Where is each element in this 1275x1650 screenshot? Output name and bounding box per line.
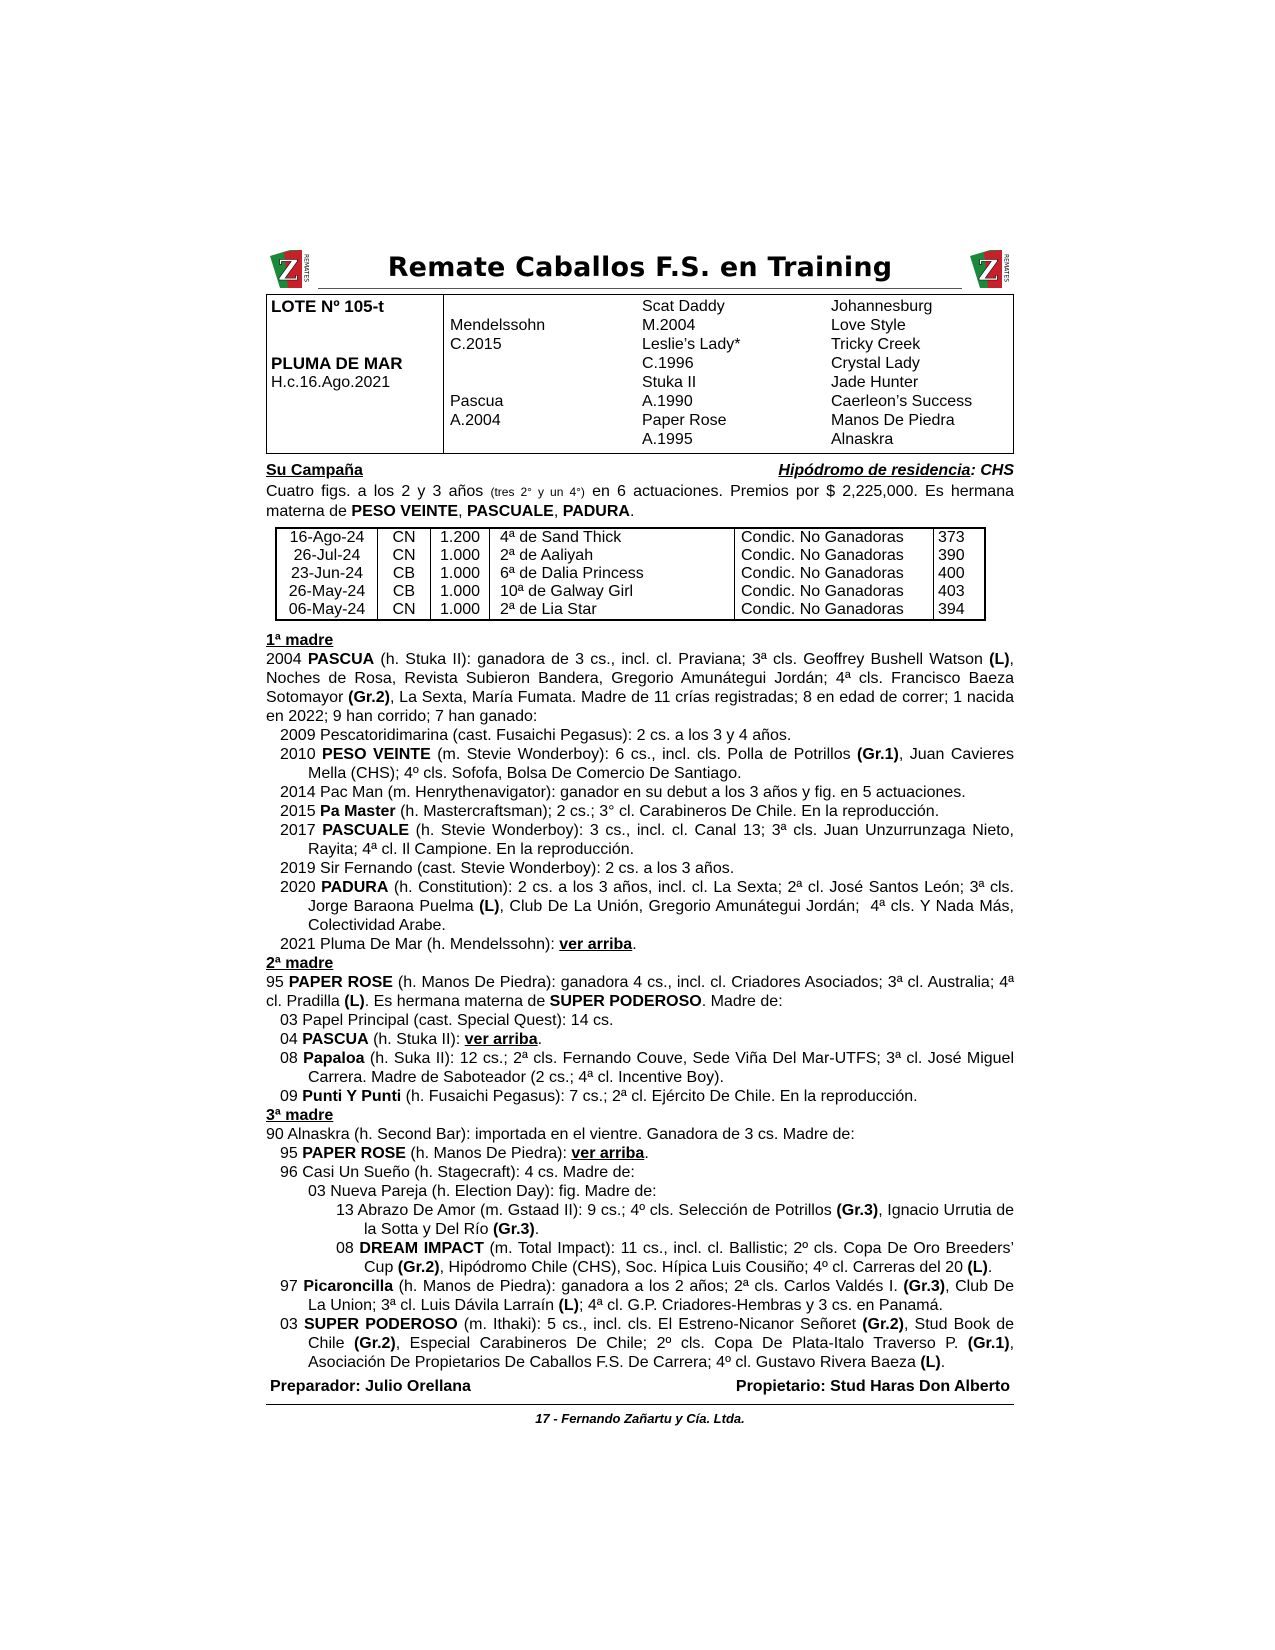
svg-text:REMATES: REMATES	[302, 254, 310, 283]
race-distance: 1.000	[431, 547, 490, 565]
produce-entry: 2020 PADURA (h. Constitution): 2 cs. a los 3 años, incl. cl. La Sexta; 2ª cl. José Santos León; 3ª cls. Jorge Baraona Puelma (L), Club De La Unión, Gregorio Amunátegui Jordán; 4ª cls. Y Nada Más, Colectividad Arabe.	[280, 879, 1014, 934]
sibling-name: PADURA	[562, 503, 630, 520]
campaign-heading-row	[266, 462, 1014, 482]
sire-name: Mendelssohn	[450, 317, 546, 334]
pedigree-parents-column	[450, 297, 545, 430]
race-track: CN	[378, 601, 431, 620]
produce-entry: 2015 Pa Master (h. Mastercraftsman); 2 cs.; 3° cl. Carabineros De Chile. En la reproducción.	[280, 803, 940, 820]
race-number: 403	[934, 583, 986, 601]
race-date: 26-May-24	[276, 583, 378, 601]
race-result: 2ª de Lia Star	[490, 601, 735, 620]
produce-entry: 13 Abrazo De Amor (m. Gstaad II): 9 cs.; 4º cls. Selección de Potrillos (Gr.3), Ignacio Urrutia de la Sotta y Del Río (Gr.3).	[336, 1202, 1014, 1238]
pedigree-entry: A.1990	[642, 393, 693, 410]
sibling-name: PESO VEINTE	[351, 503, 459, 520]
race-distance: 1.000	[431, 565, 490, 583]
horse-name: PLUMA DE MAR	[271, 354, 403, 373]
remates-logo-icon	[966, 246, 1014, 292]
race-track: CN	[378, 547, 431, 565]
race-condition: Condic. No Ganadoras	[735, 601, 934, 620]
produce-entry: 96 Casi Un Sueño (h. Stagecraft): 4 cs. Madre de:	[280, 1164, 635, 1181]
produce-entry: 2014 Pac Man (m. Henrythenavigator): ganador en su debut a los 3 años y fig. en 5 actuaciones.	[280, 784, 966, 801]
pedigree-greatgrandparents-column	[831, 297, 972, 449]
produce-entry: 08 DREAM IMPACT (m. Total Impact): 11 cs., incl. cl. Ballistic; 2º cls. Copa De Oro Breeders’ Cup (Gr.2), Hipódromo Chile (CHS), Soc. Hípica Luis Cousiño; 4º cl. Carreras del 20 (L).	[336, 1240, 1015, 1276]
pedigree-entry: Scat Daddy	[642, 298, 725, 315]
campaign-text: Cuatro figs. a los 2 y 3 años	[266, 483, 491, 500]
table-row	[276, 565, 985, 583]
see-above-link: ver arriba	[571, 1145, 645, 1162]
race-number: 400	[934, 565, 986, 583]
produce-entry: 2010 PESO VEINTE (m. Stevie Wonderboy): 6 cs., incl. cls. Polla de Potrillos (Gr.1), Juan Cavieres Mella (CHS); 4º cls. Sofofa, Bolsa De Comercio De Santiago.	[280, 746, 1015, 782]
pedigree-entry: Caerleon’s Success	[831, 393, 973, 410]
second-dam-text: 95 PAPER ROSE (h. Manos De Piedra): ganadora 4 cs., incl. cl. Criadores Asociados; 3ª cl. Australia; 4ª cl. Pradilla (L). Es hermana materna de SUPER PODEROSO. Madre de:	[266, 974, 1015, 1010]
produce-entry: 09 Punti Y Punti (h. Fusaichi Pegasus): 7 cs.; 2ª cl. Ejército De Chile. En la reproducción.	[280, 1088, 918, 1105]
svg-text:Z: Z	[278, 254, 299, 287]
horse-info: H.c.16.Ago.2021	[271, 374, 391, 391]
pedigree-entry: Crystal Lady	[831, 355, 920, 372]
race-date: 16-Ago-24	[276, 528, 378, 547]
campaign-summary: Cuatro figs. a los 2 y 3 años (tres 2° y un 4°) en 6 actuaciones. Premios por $ 2,225,000. Es hermana materna de PESO VEINTE, PASCUALE, PADURA.	[266, 483, 1014, 520]
second-dam-heading: 2ª madre	[266, 955, 334, 972]
race-track: CN	[378, 528, 431, 547]
residence-value: : CHS	[970, 462, 1014, 479]
pedigree-entry: Manos De Piedra	[831, 412, 955, 429]
race-distance: 1.200	[431, 528, 490, 547]
race-date: 23-Jun-24	[276, 565, 378, 583]
produce-entry: 08 Papaloa (h. Suka II): 12 cs.; 2ª cls. Fernando Couve, Sede Viña Del Mar-UTFS; 3ª cl. José Miguel Carrera. Madre de Saboteador (2 cs.; 4ª cl. Incentive Boy).	[280, 1050, 1014, 1086]
footer-rule	[266, 1404, 1014, 1405]
produce-entry: 2019 Sir Fernando (cast. Stevie Wonderboy): 2 cs. a los 3 años.	[280, 860, 735, 877]
race-condition: Condic. No Ganadoras	[735, 528, 934, 547]
race-date: 06-May-24	[276, 601, 378, 620]
pedigree-entry: A.1995	[642, 431, 693, 448]
catalog-page	[266, 246, 1014, 1426]
race-result: 2ª de Aaliyah	[490, 547, 735, 565]
race-condition: Condic. No Ganadoras	[735, 547, 934, 565]
dam-info: A.2004	[450, 412, 501, 429]
sibling-name: PASCUALE	[466, 503, 554, 520]
pedigree-entry: Love Style	[831, 317, 906, 334]
dam-name: Pascua	[450, 393, 504, 410]
lot-number: LOTE Nº 105-t	[271, 297, 384, 316]
pedigree-horse-column	[271, 297, 403, 392]
produce-entry: 97 Picaroncilla (h. Manos de Piedra): ganadora a los 2 años; 2ª cls. Carlos Valdés I. (Gr.3), Club De La Union; 3ª cl. Luis Dávila Larraín (L); 4ª cl. G.P. Criadores-Hembras y 3 cs. en Panamá.	[280, 1278, 1014, 1314]
third-dam-text: 90 Alnaskra (h. Second Bar): importada en el vientre. Ganadora de 3 cs. Madre de:	[266, 1126, 855, 1143]
race-track: CB	[378, 583, 431, 601]
pedigree-entry: C.1996	[642, 355, 694, 372]
race-distance: 1.000	[431, 583, 490, 601]
race-condition: Condic. No Ganadoras	[735, 583, 934, 601]
race-condition: Condic. No Ganadoras	[735, 565, 934, 583]
see-above-link: ver arriba	[464, 1031, 538, 1048]
pedigree-entry: M.2004	[642, 317, 696, 334]
produce-entry: 03 SUPER PODEROSO (m. Ithaki): 5 cs., incl. cls. El Estreno-Nicanor Señoret (Gr.2), Stud Book de Chile (Gr.2), Especial Carabineros De Chile; 2º cls. Copa De Plata-Italo Traverso P. (Gr.1), Asociación De Propietarios De Caballos F.S. De Carrera; 4º cl. Gustavo Rivera Baeza (L).	[280, 1316, 1015, 1371]
header-rule	[318, 288, 962, 289]
campaign-placings: (tres 2° y un 4°)	[490, 485, 585, 499]
page-title: Remate Caballos F.S. en Training	[387, 252, 893, 283]
remates-logo-icon	[266, 246, 314, 292]
campaign-text: en 6 actuaciones. Premios por $ 2,225,000. Es hermana materna de	[266, 483, 1014, 520]
third-dam-heading: 3ª madre	[266, 1107, 334, 1124]
owner: Propietario: Stud Haras Don Alberto	[735, 1378, 1010, 1395]
residence-label: Hipódromo de residencia	[778, 462, 971, 479]
pedigree-entry: Alnaskra	[831, 431, 894, 448]
table-row	[276, 528, 985, 547]
produce-entry: 2017 PASCUALE (h. Stevie Wonderboy): 3 cs., incl. cl. Canal 13; 3ª cls. Juan Unzurrunzaga Nieto, Rayita; 4ª cl. Il Campione. En la reproducción.	[280, 822, 1014, 858]
race-distance: 1.000	[431, 601, 490, 620]
produce-entry: 2021 Pluma De Mar (h. Mendelssohn): ver arriba.	[280, 936, 637, 953]
race-result: 10ª de Galway Girl	[490, 583, 735, 601]
pedigree-entry: Paper Rose	[642, 412, 727, 429]
trainer: Preparador: Julio Orellana	[270, 1378, 471, 1395]
first-dam-text: 2004 PASCUA (h. Stuka II): ganadora de 3 cs., incl. cl. Praviana; 3ª cls. Geoffrey Bushell Watson (L), Noches de Rosa, Revista Subieron Bandera, Gregorio Amunátegui Jordán; 4ª cls. Francisco Baeza Sotomayor (Gr.2), La Sexta, María Fumata. Madre de 11 crías registradas; 8 en edad de correr; 1 nacida en 2022; 9 han corrido; 7 han ganado:	[266, 651, 1015, 725]
race-date: 26-Jul-24	[276, 547, 378, 565]
pedigree-box	[266, 294, 1014, 454]
first-dam-heading: 1ª madre	[266, 632, 334, 649]
svg-text:Z: Z	[978, 254, 999, 287]
race-result: 6ª de Dalia Princess	[490, 565, 735, 583]
pedigree-entry: Leslie’s Lady*	[642, 336, 741, 353]
race-result: 4ª de Sand Thick	[490, 528, 735, 547]
race-number: 390	[934, 547, 986, 565]
pedigree-entry: Stuka II	[642, 374, 697, 391]
table-row	[276, 601, 985, 620]
campaign-heading: Su Campaña	[266, 462, 363, 479]
trainer-owner-row	[266, 1378, 1014, 1400]
race-track: CB	[378, 565, 431, 583]
pedigree-entry: Johannesburg	[831, 298, 933, 315]
residence	[778, 462, 1014, 480]
pedigree-grandparents-column	[642, 297, 740, 449]
race-results-table	[275, 527, 986, 621]
table-row	[276, 583, 985, 601]
see-above-link: ver arriba	[559, 936, 633, 953]
produce-entry: 03 Papel Principal (cast. Special Quest): 14 cs.	[280, 1012, 614, 1029]
pedigree-entry: Tricky Creek	[831, 336, 921, 353]
race-number: 373	[934, 528, 986, 547]
produce-entry: 03 Nueva Pareja (h. Election Day): fig. Madre de:	[308, 1183, 657, 1200]
page-header	[266, 246, 1014, 296]
produce-entry: 04 PASCUA (h. Stuka II): ver arriba.	[280, 1031, 543, 1048]
sire-info: C.2015	[450, 336, 502, 353]
table-row	[276, 547, 985, 565]
pedigree-entry: Jade Hunter	[831, 374, 919, 391]
produce-entry: 2009 Pescatoridimarina (cast. Fusaichi Pegasus): 2 cs. a los 3 y 4 años.	[280, 727, 792, 744]
svg-text:REMATES: REMATES	[1002, 254, 1010, 283]
race-number: 394	[934, 601, 986, 620]
page-footer: 17 - Fernando Zañartu y Cía. Ltda.	[535, 1411, 745, 1426]
produce-entry: 95 PAPER ROSE (h. Manos De Piedra): ver arriba.	[280, 1145, 649, 1162]
pedigree-divider	[443, 295, 444, 453]
